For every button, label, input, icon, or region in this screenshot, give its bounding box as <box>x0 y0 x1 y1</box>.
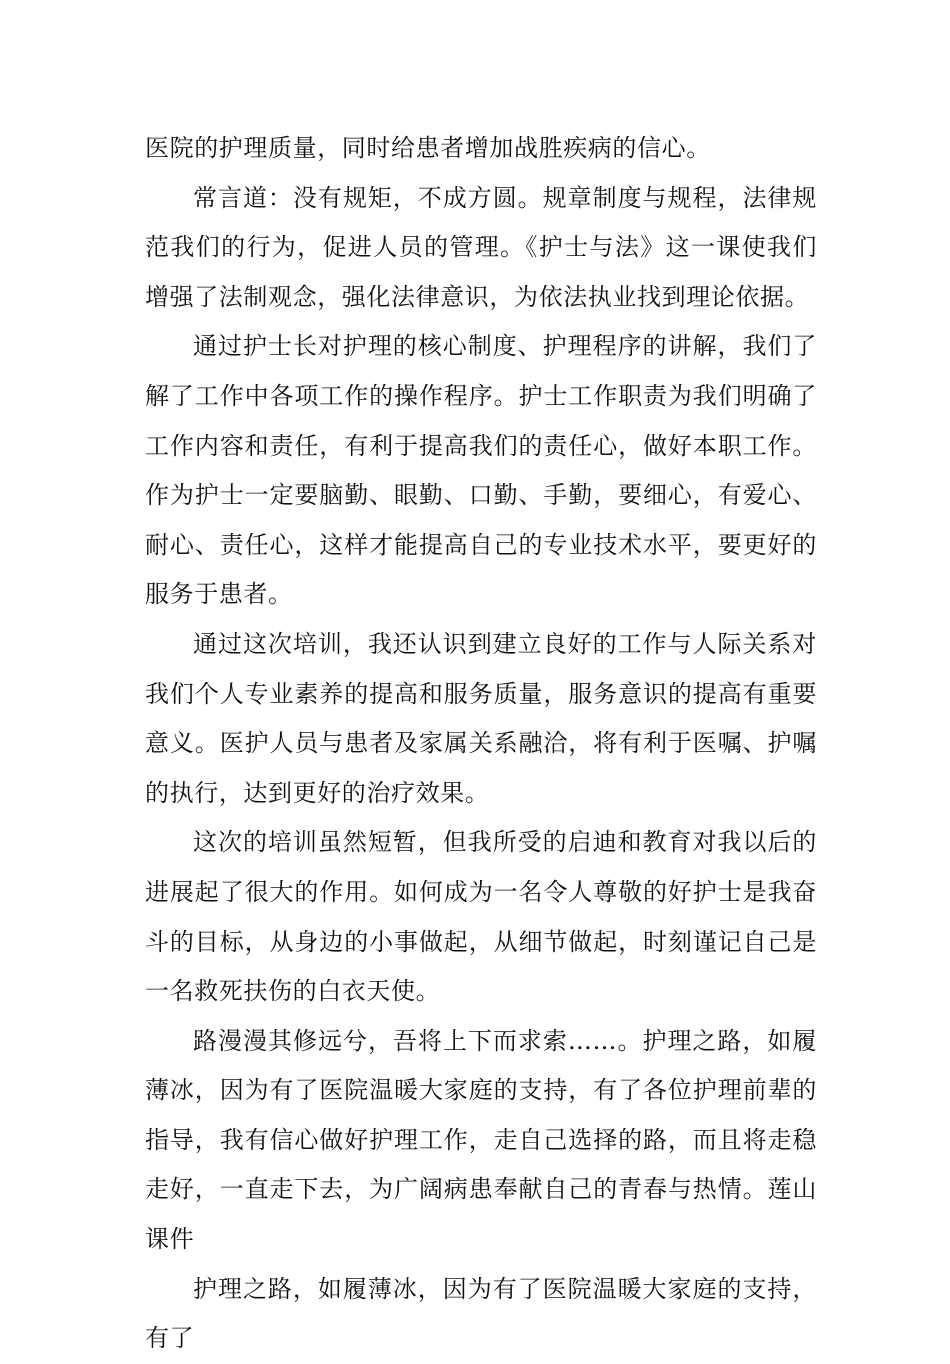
paragraph-7: 护理之路，如履薄冰，因为有了医院温暖大家庭的支持，有了 <box>145 1274 817 1353</box>
paragraph-5: 这次的培训虽然短暂，但我所受的启迪和教育对我以后的进展起了很大的作用。如何成为一名令人尊敬的好护士是我奋斗的目标，从身边的小事做起，从细节做起，时刻谨记自己是一名救死扶伤的白衣天使。 <box>145 828 817 1006</box>
document-body <box>145 124 817 1364</box>
paragraph-4: 通过这次培训，我还认识到建立良好的工作与人际关系对我们个人专业素养的提高和服务质量，服务意识的提高有重要意义。医护人员与患者及家属关系融洽，将有利于医嘱、护嘱的执行，达到更好的治疗效果。 <box>145 629 817 807</box>
paragraph-6: 路漫漫其修远兮，吾将上下而求索……。护理之路，如履薄冰，因为有了医院温暖大家庭的支持，有了各位护理前辈的指导，我有信心做好护理工作，走自己选择的路，而且将走稳走好，一直走下去，为广阔病患奉献自己的青春与热情。莲山课件 <box>145 1026 817 1254</box>
paragraph-1: 医院的护理质量，同时给患者增加战胜疾病的信心。 <box>145 134 711 162</box>
paragraph-3: 通过护士长对护理的核心制度、护理程序的讲解，我们了解了工作中各项工作的操作程序。护士工作职责为我们明确了工作内容和责任，有利于提高我们的责任心，做好本职工作。作为护士一定要脑勤、眼勤、口勤、手勤，要细心，有爱心、耐心、责任心，这样才能提高自己的专业技术水平，要更好的服务于患者。 <box>145 332 817 609</box>
paragraph-2: 常言道：没有规矩，不成方圆。规章制度与规程，法律规范我们的行为，促进人员的管理。《护士与法》这一课使我们增强了法制观念，强化法律意识，为依法执业找到理论依据。 <box>145 183 817 311</box>
